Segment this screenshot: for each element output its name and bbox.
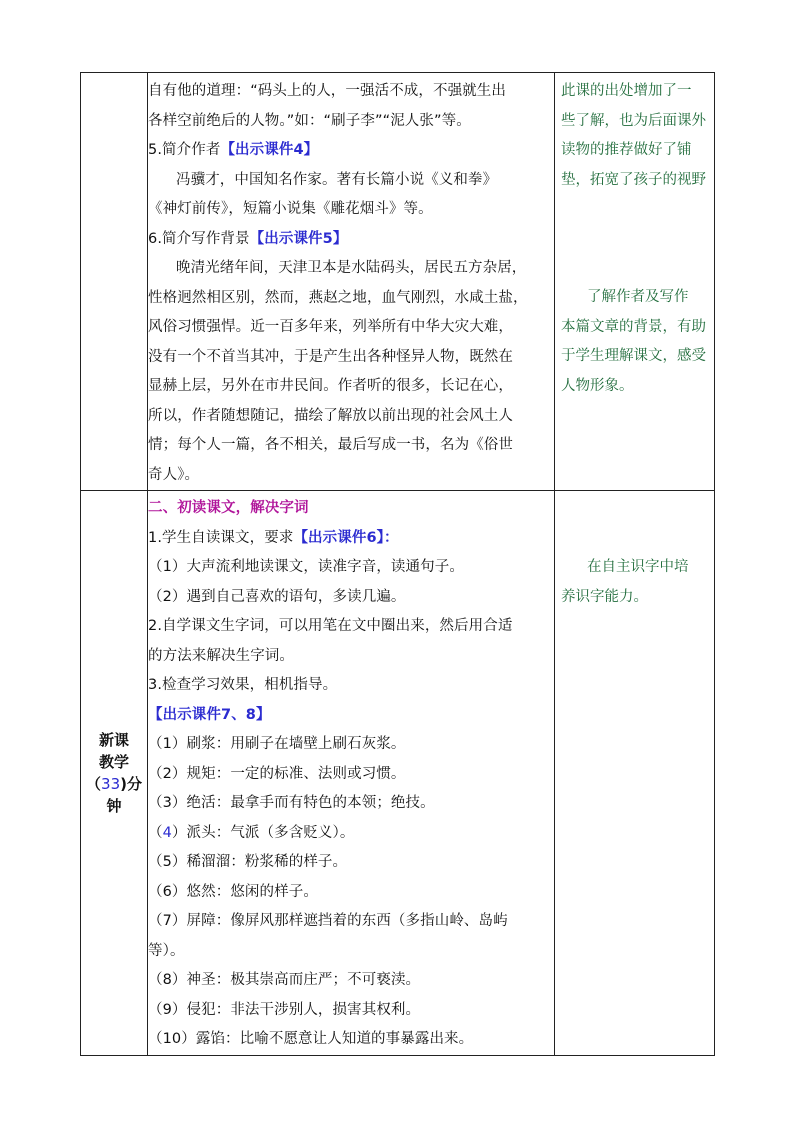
stage-cell <box>81 491 148 1056</box>
design-note-line: 垫，拓宽了孩子的视野 <box>561 171 706 188</box>
background-line: 没有一个不首当其冲，于是产生出各种怪异人物，既然在 <box>148 348 513 365</box>
background-line: 性格迥然相区别，然而，燕赵之地，血气刚烈，水咸土盐， <box>148 289 528 306</box>
vocab-item: （5）稀溜溜：粉浆稀的样子。 <box>148 854 348 870</box>
vocab-item: （8）神圣：极其崇高而庄严；不可亵渎。 <box>148 972 421 988</box>
vocab-item: （9）侵犯：非法干涉别人，损害其权利。 <box>148 1001 421 1018</box>
vocab-item: （1）刷浆：用刷子在墙壁上刷石灰浆。 <box>148 736 406 752</box>
design-note-line: 本篇文章的背景，有助 <box>561 318 706 335</box>
background-line: 情；每个人一篇，各不相关，最后写成一书，名为《俗世 <box>148 437 513 453</box>
step-2-line: 的方法来解决生字词。 <box>148 647 294 664</box>
design-note-line: 此课的出处增加了一 <box>561 83 692 99</box>
vocab-item: （2）规矩：一定的标准、法则或习惯。 <box>148 765 406 782</box>
step-1-sub: （2）遇到自己喜欢的语句，多读几遍。 <box>148 588 406 605</box>
courseware-tag: 【出示课件4】 <box>220 142 319 158</box>
design-note-line: 于学生理解课文，感受 <box>561 348 706 364</box>
courseware-tag: 【出示课件7、8】 <box>148 706 271 723</box>
stage-cell-empty <box>81 73 148 491</box>
courseware-tag: 【出示课件5】 <box>249 230 348 247</box>
item-5-heading: 5.简介作者【出示课件4】 <box>148 142 319 158</box>
lesson-plan-page <box>80 72 714 1056</box>
author-line: 冯骥才，中国知名作家。著有长篇小说《义和拳》 <box>176 171 498 188</box>
vocab-item: （4）派头：气派（多含贬义）。 <box>148 824 355 841</box>
design-intent-cell <box>555 491 715 1056</box>
paragraph-line: 自有他的道理：“码头上的人，一强活不成，不强就生出 <box>148 83 507 99</box>
table-row-new-lesson <box>81 491 715 1056</box>
design-note-line: 了解作者及写作 <box>587 289 689 305</box>
step-2-line: 2.自学课文生字词，可以用笔在文中圈出来，然后用合适 <box>148 618 513 634</box>
design-intent-cell <box>555 73 715 491</box>
design-note-line: 读物的推荐做好了铺 <box>561 142 692 158</box>
background-line: 晚清光绪年间，天津卫本是水陆码头，居民五方杂居， <box>176 260 527 276</box>
vocab-item: （3）绝活：最拿手而有特色的本领；绝技。 <box>148 795 435 811</box>
table-row-background <box>81 73 715 491</box>
step-3: 3.检查学习效果，相机指导。 <box>148 677 338 693</box>
vocab-item: 等）。 <box>148 942 185 959</box>
background-line: 所以，作者随想随记，描绘了解放以前出现的社会风土人 <box>148 407 513 424</box>
vocab-item: （6）悠然：悠闲的样子。 <box>148 883 318 900</box>
background-line: 风俗习惯强悍。近一百多年来，列举所有中华大灾大难， <box>148 319 513 335</box>
author-line: 《神灯前传》，短篇小说集《雕花烟斗》等。 <box>148 201 433 217</box>
stage-label: 新课 教学 （33)分 钟 <box>86 730 142 815</box>
design-note-line: 人物形象。 <box>561 377 634 394</box>
lesson-plan-table <box>80 72 715 1056</box>
courseware-tag: 【出示课件6 <box>293 529 377 546</box>
background-line: 显赫上层，另外在市井民间。作者听的很多，长记在心， <box>148 378 513 394</box>
step-1: 1.学生自读课文，要求【出示课件6】： <box>148 529 399 546</box>
design-note-line: 在自主识字中培 <box>587 559 689 575</box>
design-note-line: 养识字能力。 <box>561 588 648 605</box>
step-1-sub: （1）大声流利地读课文，读准字音，读通句子。 <box>148 559 464 575</box>
vocab-item: （10）露馅：比喻不愿意让人知道的事暴露出来。 <box>148 1031 474 1047</box>
paragraph-line: 各样空前绝后的人物。”如：“刷子李”“泥人张”等。 <box>148 112 471 129</box>
background-line: 奇人》。 <box>148 466 200 483</box>
content-cell-reading <box>148 491 555 1056</box>
design-note-line: 些了解，也为后面课外 <box>561 112 706 129</box>
item-6-heading: 6.简介写作背景【出示课件5】 <box>148 230 348 247</box>
content-cell-background <box>148 73 555 491</box>
vocab-item: （7）屏障：像屏风那样遮挡着的东西（多指山岭、岛屿 <box>148 913 508 929</box>
section-heading: 二、初读课文，解决字词 <box>148 500 309 516</box>
